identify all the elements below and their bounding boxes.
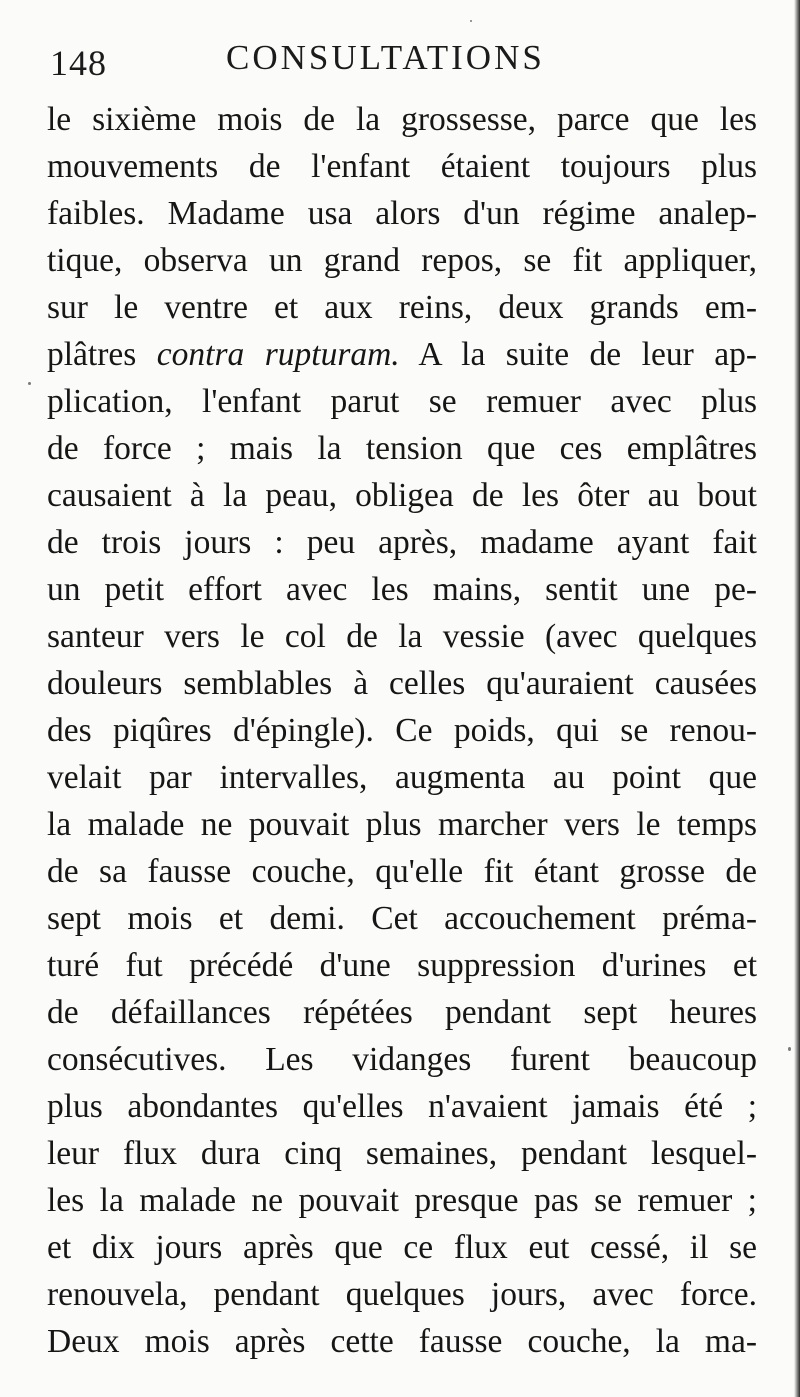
body-text	[47, 96, 757, 1365]
text-line: santeur vers le col de la vessie (avec quelques	[47, 618, 757, 655]
text-line: plus abondantes qu'elles n'avaient jamais été ;	[47, 1088, 757, 1125]
text-segment: A la suite de leur ap-	[399, 336, 757, 373]
text-line: faibles. Madame usa alors d'un régime analep-	[47, 195, 757, 232]
ink-speck	[470, 20, 472, 22]
text-line: de trois jours : peu après, madame ayant fait	[47, 524, 757, 561]
text-line: tique, observa un grand repos, se fit appliquer,	[47, 242, 757, 279]
text-line: leur flux dura cinq semaines, pendant lesquel-	[47, 1135, 757, 1172]
text-line: douleurs semblables à celles qu'auraient causées	[47, 665, 757, 702]
text-line: des piqûres d'épingle). Ce poids, qui se renou-	[47, 712, 757, 749]
ink-speck	[28, 382, 31, 385]
text-segment: plâtres	[47, 336, 157, 373]
text-line: de force ; mais la tension que ces emplâtres	[47, 430, 757, 467]
text-line: turé fut précédé d'une suppression d'urines et	[47, 947, 757, 984]
italic-phrase: contra rupturam.	[156, 336, 400, 373]
text-line: les la malade ne pouvait presque pas se remuer ;	[47, 1182, 757, 1219]
text-line: causaient à la peau, obligea de les ôter au bout	[47, 477, 757, 514]
ink-speck	[788, 1047, 791, 1051]
text-line: le sixième mois de la grossesse, parce que les	[47, 101, 757, 138]
text-line: un petit effort avec les mains, sentit une pe-	[47, 571, 757, 608]
text-line: et dix jours après que ce flux eut cessé, il se	[47, 1229, 757, 1266]
text-line: de sa fausse couche, qu'elle fit étant grosse de	[47, 853, 757, 890]
text-line: sept mois et demi. Cet accouchement préma-	[47, 900, 757, 937]
text-line: sur le ventre et aux reins, deux grands em-	[47, 289, 757, 326]
text-line: velait par intervalles, augmenta au point que	[47, 759, 757, 796]
text-line	[47, 331, 757, 378]
text-line: mouvements de l'enfant étaient toujours plus	[47, 148, 757, 185]
running-title: CONSULTATIONS	[226, 38, 545, 77]
text-line: la malade ne pouvait plus marcher vers le temps	[47, 806, 757, 843]
page-header	[0, 38, 800, 88]
text-line: Deux mois après cette fausse couche, la ma-	[47, 1323, 757, 1360]
text-line: renouvela, pendant quelques jours, avec force.	[47, 1276, 757, 1313]
page-number: 148	[50, 43, 107, 83]
text-line: plication, l'enfant parut se remuer avec plus	[47, 383, 757, 420]
text-line: de défaillances répétées pendant sept heures	[47, 994, 757, 1031]
text-line: consécutives. Les vidanges furent beaucoup	[47, 1041, 757, 1078]
page-edge-shadow	[794, 0, 800, 1397]
